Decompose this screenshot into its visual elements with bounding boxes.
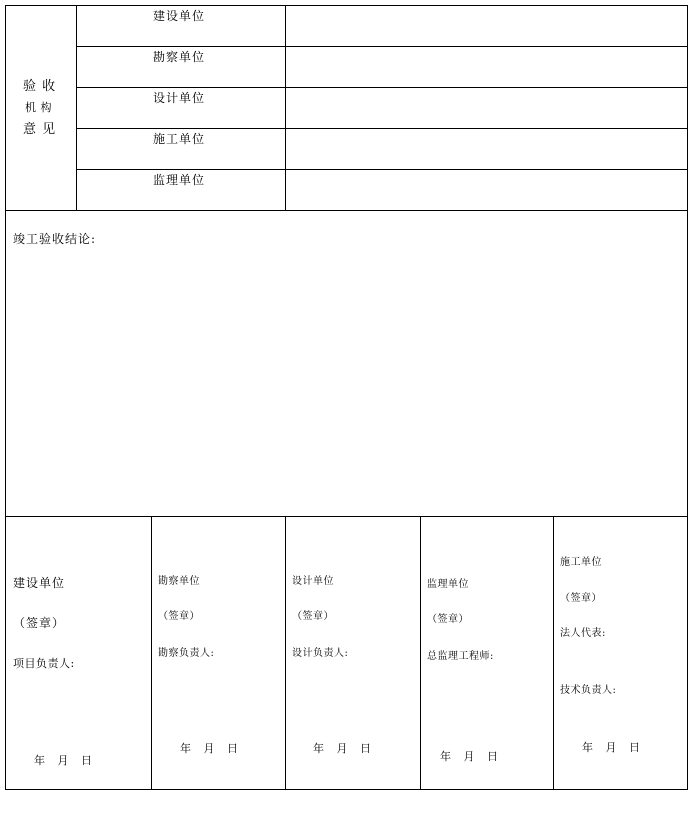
conclusion-top-divider: [5, 210, 688, 211]
table-border-left: [5, 5, 6, 790]
signature-construction-person: 项目负责人:: [13, 657, 75, 670]
signature-construction-seal: （签章）: [13, 616, 66, 630]
opinion-row-value-design[interactable]: [292, 92, 682, 122]
signature-supervision-seal: （签章）: [427, 614, 469, 625]
opinion-row-unit-supervision: 监理单位: [153, 173, 206, 187]
signature-survey-date: 年 月 日: [180, 742, 239, 755]
signature-design-unit: 设计单位: [292, 576, 334, 587]
conclusion-label: 竣工验收结论:: [13, 232, 97, 246]
opinions-section-label-line3: 意 见: [23, 122, 57, 137]
opinion-row-unit-construction: 建设单位: [153, 9, 206, 23]
table-border-bottom: [5, 789, 688, 790]
opinion-row-unit-contractor: 施工单位: [153, 132, 206, 146]
opinions-label-divider: [76, 5, 77, 210]
signature-construction-unit: 建设单位: [13, 576, 66, 590]
signature-supervision-unit: 监理单位: [427, 579, 469, 590]
opinion-row-value-survey[interactable]: [292, 51, 682, 81]
signature-survey-seal: （签章）: [158, 611, 200, 622]
signature-survey-unit: 勘察单位: [158, 576, 200, 587]
opinion-row-value-supervision[interactable]: [292, 174, 682, 204]
signature-supervision-date: 年 月 日: [440, 750, 499, 763]
signature-contractor-unit: 施工单位: [560, 557, 602, 568]
signature-supervision-person: 总监理工程师:: [427, 651, 494, 662]
signatures-top-divider: [5, 516, 688, 517]
signature-col-divider-1: [151, 516, 152, 789]
table-border-top: [5, 5, 688, 6]
signature-contractor-seal: （签章）: [560, 593, 602, 604]
signature-col-divider-4: [553, 516, 554, 789]
opinions-section-label-line1: 验 收: [23, 79, 57, 94]
opinions-section-label-line2: 机 构: [25, 101, 52, 114]
signature-design-seal: （签章）: [292, 611, 334, 622]
signature-design-person: 设计负责人:: [292, 648, 349, 659]
signature-design-date: 年 月 日: [313, 742, 372, 755]
signature-contractor-tech-lead: 技术负责人:: [560, 685, 617, 696]
opinions-row-divider-3: [76, 128, 687, 129]
opinions-row-divider-2: [76, 87, 687, 88]
opinions-row-divider-4: [76, 169, 687, 170]
signature-contractor-legal-rep: 法人代表:: [560, 628, 606, 639]
signature-col-divider-3: [420, 516, 421, 789]
opinion-row-unit-survey: 勘察单位: [153, 50, 206, 64]
opinion-row-unit-design: 设计单位: [153, 91, 206, 105]
signature-construction-date: 年 月 日: [34, 754, 93, 767]
signature-contractor-date: 年 月 日: [582, 741, 641, 754]
opinion-row-value-contractor[interactable]: [292, 133, 682, 163]
table-border-right: [687, 5, 688, 790]
signature-survey-person: 勘察负责人:: [158, 648, 215, 659]
opinions-row-divider-1: [76, 46, 687, 47]
opinions-unit-divider: [285, 5, 286, 210]
signature-col-divider-2: [285, 516, 286, 789]
opinion-row-value-construction[interactable]: [292, 10, 682, 40]
